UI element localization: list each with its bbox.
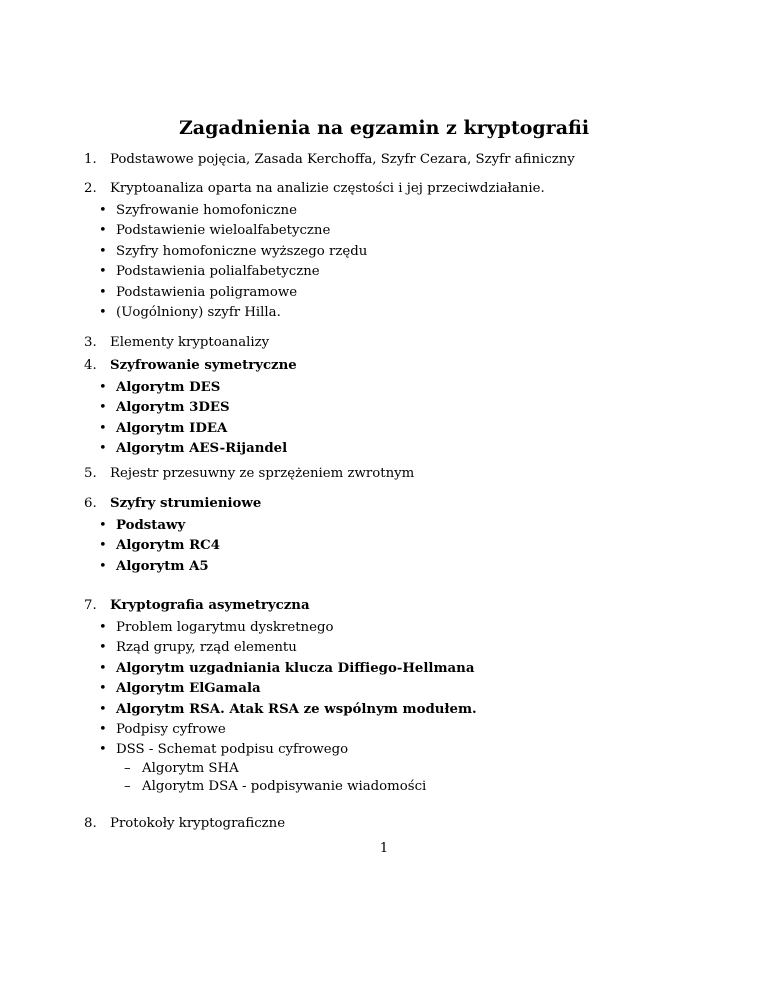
bullet-icon: • [99, 420, 107, 436]
list-item: (Uogólniony) szyfr Hilla. [116, 305, 281, 320]
bullet-icon: • [99, 380, 107, 395]
section-number: 4. [84, 358, 97, 373]
list-item: Algorytm IDEA [116, 420, 228, 436]
list-item: Podstawienia polialfabetyczne [116, 264, 320, 280]
list-item: Algorytm 3DES [116, 400, 230, 416]
page-number: 1 [379, 841, 389, 856]
bullet-icon: • [99, 640, 107, 656]
dash-icon: – [124, 760, 131, 776]
bullet-icon: • [99, 518, 107, 533]
list-item: Szyfrowanie homofoniczne [116, 203, 297, 218]
bullet-icon: • [99, 203, 107, 218]
section-number: 7. [84, 598, 97, 613]
section-number: 5. [84, 466, 97, 481]
bullet-icon: • [99, 620, 107, 635]
list-item: Podstawienia poligramowe [116, 284, 298, 300]
list-item: Algorytm uzgadniania klucza Diffiego-Hellmana [116, 660, 475, 676]
list-item: Algorytm RC4 [116, 538, 220, 554]
bullet-icon: • [99, 441, 107, 457]
list-item: Problem logarytmu dyskretnego [116, 620, 334, 635]
bullet-icon: • [99, 243, 107, 259]
section-number: 8. [84, 816, 97, 831]
list-item: Podpisy cyfrowe [116, 722, 226, 737]
list-item: Szyfry homofoniczne wyższego rzędu [116, 243, 368, 259]
section-heading: Kryptoanaliza oparta na analizie częstości i jej przeciwdziałanie. [110, 181, 545, 196]
bullet-icon: • [99, 538, 107, 554]
document-title: Zagadnienia na egzamin z kryptografii [178, 117, 590, 139]
section-number: 3. [84, 335, 97, 350]
section-heading: Kryptografia asymetryczna [110, 598, 310, 613]
list-item: Algorytm A5 [116, 558, 209, 574]
bullet-icon: • [99, 284, 107, 300]
list-item: Algorytm RSA. Atak RSA ze wspólnym modułem. [116, 701, 477, 717]
bullet-icon: • [99, 681, 107, 697]
section-number: 2. [84, 181, 97, 196]
list-item: Rząd grupy, rząd elementu [116, 640, 297, 656]
bullet-icon: • [99, 264, 107, 280]
list-item: Algorytm AES-Rijandel [116, 441, 288, 457]
section-heading: Szyfry strumieniowe [110, 496, 262, 511]
dash-icon: – [124, 778, 131, 794]
list-item: Algorytm ElGamala [116, 681, 261, 697]
list-item: Podstawienie wieloalfabetyczne [116, 223, 331, 239]
bullet-icon: • [99, 701, 107, 717]
section-number: 1. [84, 152, 97, 167]
bullet-icon: • [99, 558, 107, 574]
section-number: 6. [84, 496, 97, 511]
bullet-icon: • [99, 223, 107, 239]
bullet-icon: • [99, 742, 107, 758]
section-heading: Elementy kryptoanalizy [110, 335, 270, 350]
list-item: Algorytm DES [116, 380, 221, 395]
bullet-icon: • [99, 722, 107, 737]
section-heading: Podstawowe pojęcia, Zasada Kerchoffa, Szyfr Cezara, Szyfr afiniczny [110, 152, 575, 167]
bullet-icon: • [99, 660, 107, 676]
bullet-icon: • [99, 305, 107, 320]
list-item: Podstawy [116, 518, 186, 533]
section-heading: Protokoły kryptograficzne [110, 816, 286, 831]
section-heading: Rejestr przesuwny ze sprzężeniem zwrotnym [110, 466, 415, 481]
sub-list-item: Algorytm DSA - podpisywanie wiadomości [142, 778, 427, 794]
list-item: DSS - Schemat podpisu cyfrowego [116, 742, 349, 758]
sub-list-item: Algorytm SHA [142, 760, 239, 776]
bullet-icon: • [99, 400, 107, 416]
section-heading: Szyfrowanie symetryczne [110, 358, 297, 373]
